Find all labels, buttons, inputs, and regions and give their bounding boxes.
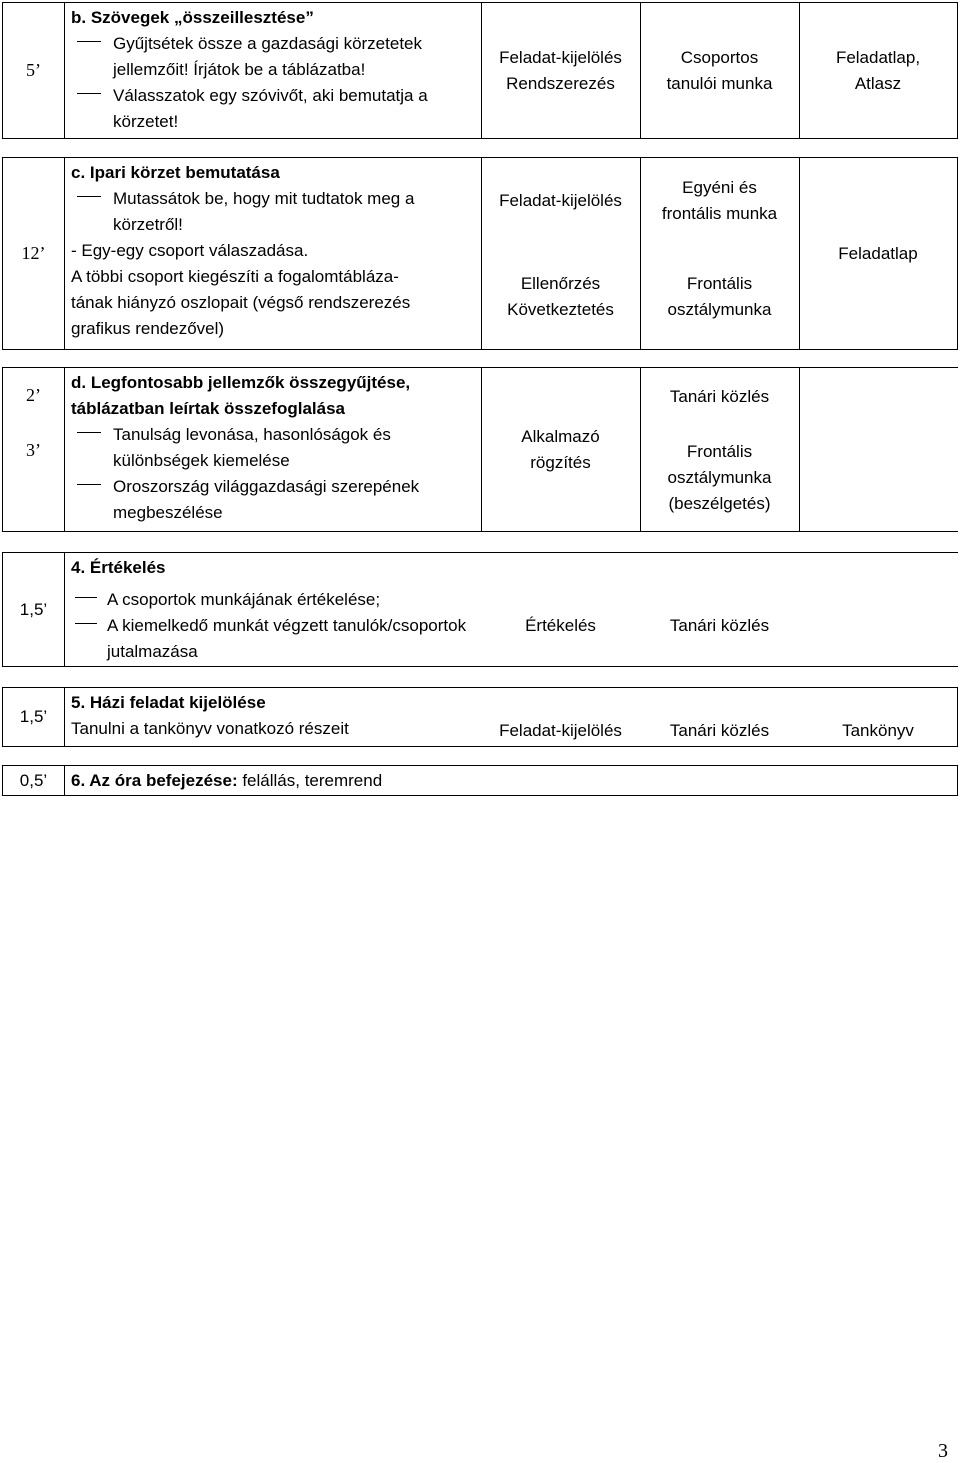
tools-label: Feladatlap, — [835, 47, 921, 67]
section-heading: 4. Értékelés — [71, 558, 166, 577]
row-homework — [2, 687, 958, 747]
time-value: 12’ — [21, 243, 46, 263]
work-form-cell — [640, 368, 799, 531]
section-heading: c. Ipari körzet bemutatása — [71, 163, 280, 182]
method-label: rögzítés — [530, 452, 591, 472]
time-value: 0,5’ — [19, 770, 48, 790]
activity-cell — [71, 5, 476, 135]
method-cell — [481, 553, 640, 666]
time-value: 5’ — [26, 60, 41, 80]
row-evaluation — [2, 552, 958, 667]
time-cell — [3, 3, 64, 138]
work-form-cell — [640, 3, 799, 138]
time-value: 1,5’ — [19, 599, 48, 619]
method-label: Értékelés — [525, 615, 596, 635]
page-number: 3 — [938, 1440, 948, 1462]
work-form-label: Egyéni és — [682, 178, 757, 197]
row-b-text-assembly — [2, 2, 958, 139]
row-d-summary — [2, 367, 958, 532]
method-cell — [481, 158, 640, 349]
method-label: Feladat-kijelölés — [499, 721, 622, 740]
text-line: grafikus rendezővel) — [71, 319, 225, 338]
work-form-label: Tanári közlés — [669, 387, 770, 406]
list-item: Gyűjtsétek össze a gazdasági körzetetek jellemzőit! Írjátok be a táblázatba! — [71, 31, 476, 83]
closing-text: felállás, teremrend — [237, 771, 383, 790]
list-item: Mutassátok be, hogy mit tudtatok meg a körzetről! — [71, 186, 476, 238]
time-value: 1,5’ — [19, 707, 48, 726]
work-form-label: osztálymunka — [667, 300, 772, 319]
method-label: Feladat-kijelölés — [499, 191, 622, 210]
time-cell — [3, 688, 64, 746]
time-cell — [3, 368, 64, 531]
work-form-label: osztálymunka — [667, 468, 772, 487]
work-form-cell — [640, 553, 799, 666]
activity-cell — [71, 768, 671, 794]
activity-cell — [71, 160, 476, 342]
list-item: A kiemelkedő munkát végzett tanulók/csoportok jutalmazása — [71, 613, 481, 665]
time-cell — [3, 766, 64, 795]
method-label: Következtetés — [507, 300, 614, 319]
section-heading: 6. Az óra befejezése: — [71, 771, 238, 790]
tools-cell — [799, 3, 957, 138]
text-line: tának hiányzó oszlopait (végső rendszerezés — [71, 293, 411, 312]
method-label: Alkalmazó — [521, 426, 600, 446]
row-c-industrial-region — [2, 157, 958, 350]
tools-label: Feladatlap — [838, 243, 918, 263]
list-item: A csoportok munkájának értékelése; — [71, 587, 481, 613]
activity-cell — [71, 690, 481, 742]
section-heading: 5. Házi feladat kijelölése — [71, 693, 266, 712]
text-line: A többi csoport kiegészíti a fogalomtábláza- — [71, 267, 399, 286]
text-line: - Egy-egy csoport válaszadása. — [71, 241, 309, 260]
method-cell — [481, 3, 640, 138]
method-label: Ellenőrzés — [520, 274, 601, 293]
homework-text: Tanulni a tankönyv vonatkozó részeit — [71, 719, 349, 738]
time-value: 3’ — [26, 440, 41, 460]
time-value: 2’ — [26, 385, 41, 405]
list-item: Oroszország világgazdasági szerepének megbeszélése — [71, 474, 476, 526]
section-heading: táblázatban leírtak összefoglalása — [71, 399, 345, 418]
work-form-label: frontális munka — [661, 204, 778, 223]
work-form-label: Tanári közlés — [669, 615, 770, 635]
work-form-label: Frontális — [686, 274, 753, 293]
work-form-cell — [640, 158, 799, 349]
method-cell — [481, 368, 640, 531]
activity-cell — [71, 370, 476, 526]
work-form-label: (beszélgetés) — [668, 494, 771, 513]
list-item: Válasszatok egy szóvivőt, aki bemutatja a körzetet! — [71, 83, 476, 135]
list-item: Tanulság levonása, hasonlóságok és különbségek kiemelése — [71, 422, 476, 474]
work-form-label: Tanári közlés — [669, 721, 770, 740]
tools-label: Tankönyv — [842, 721, 914, 740]
method-label: Rendszerezés — [506, 73, 615, 93]
activity-cell — [71, 555, 481, 665]
method-label: Feladat-kijelölés — [499, 47, 622, 67]
section-heading: b. Szövegek „összeillesztése” — [71, 8, 314, 27]
section-heading: d. Legfontosabb jellemzők összegyűjtése, — [71, 373, 411, 392]
work-form-label: Frontális — [686, 442, 753, 461]
time-cell — [3, 158, 64, 349]
work-form-label: Csoportos — [680, 47, 759, 67]
tools-cell — [799, 158, 957, 349]
tools-label: Atlasz — [854, 73, 902, 93]
row-closing — [2, 765, 958, 796]
time-cell — [3, 553, 64, 666]
work-form-label: tanulói munka — [666, 73, 773, 93]
